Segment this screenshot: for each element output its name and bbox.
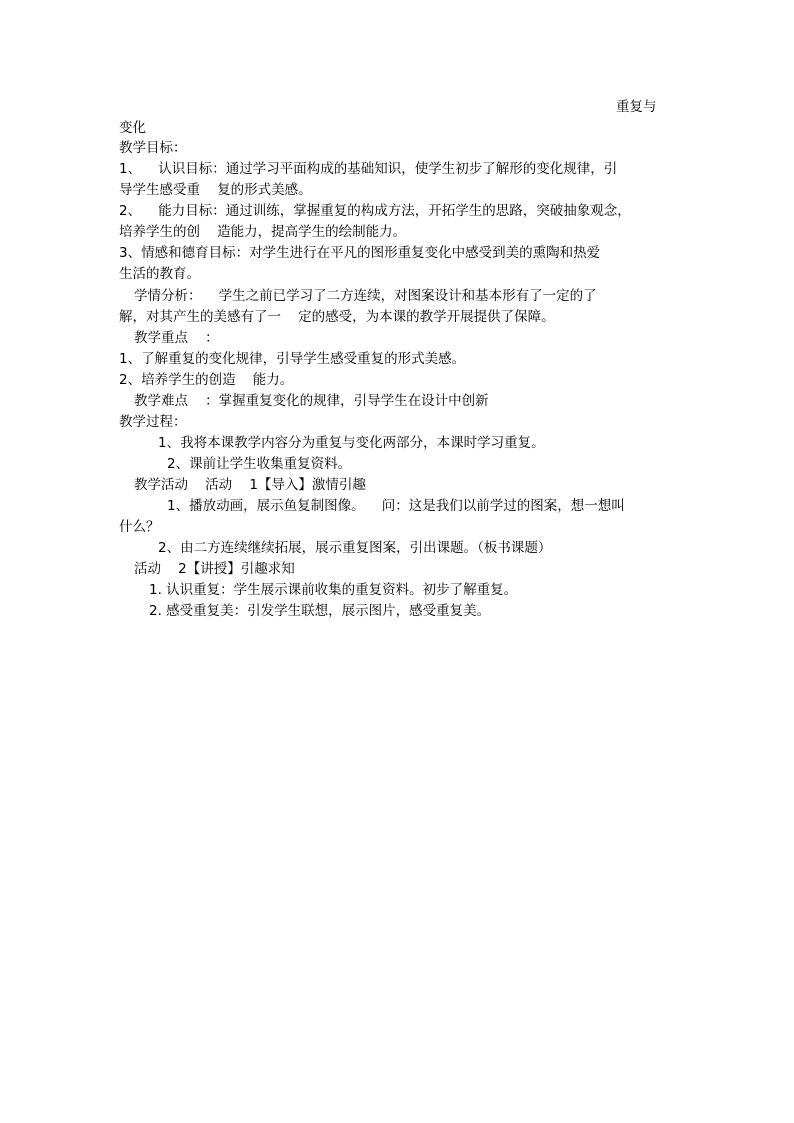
process-item-1: 1、我将本课教学内容分为重复与变化两部分，本课时学习重复。	[158, 435, 545, 451]
analysis-line-1: 学情分析： 学生之前已学习了二方连续，对图案设计和基本形有了一定的了	[134, 288, 597, 304]
activity-1-item-1-line-1: 1、播放动画，展示鱼复制图像。 问：这是我们以前学过的图案，想一想叫	[167, 498, 625, 514]
section-heading-process: 教学过程：	[119, 414, 187, 430]
objective-3-line-2: 生活的教育。	[119, 266, 200, 282]
analysis-line-2: 解，对其产生的美感有了一 定的感受，为本课的教学开展提供了保障。	[119, 309, 555, 325]
title-part2: 变化	[119, 120, 146, 136]
activity-1-heading: 教学活动 活动 1【导入】激情引趣	[134, 477, 366, 493]
key-point-1: 1、了解重复的变化规律，引导学生感受重复的形式美感。	[119, 351, 466, 367]
objective-2-line-2: 培养学生的创 造能力，提高学生的绘制能力。	[119, 224, 407, 240]
section-heading-objectives: 教学目标：	[119, 140, 187, 156]
objective-3-line-1: 3、情感和德育目标：对学生进行在平凡的图形重复变化中感受到美的熏陶和热爱	[119, 245, 601, 261]
objective-2-line-1: 2、 能力目标：通过训练，掌握重复的构成方法，开拓学生的思路，突破抽象观念，	[119, 203, 631, 219]
activity-1-item-2: 2、由二方连续继续拓展，展示重复图案，引出课题。（板书课题）	[158, 540, 552, 556]
title-part1: 重复与	[616, 99, 657, 115]
difficult-point: 教学难点 ：掌握重复变化的规律，引导学生在设计中创新	[134, 393, 489, 409]
section-heading-key-points: 教学重点 ：	[134, 330, 219, 346]
objective-1-line-2: 导学生感受重 复的形式美感。	[119, 182, 312, 198]
activity-2-item-1: 1. 认识重复：学生展示课前收集的重复资料。初步了解重复。	[149, 582, 518, 598]
activity-2-heading: 活动 2【讲授】引趣求知	[134, 561, 295, 577]
key-point-2: 2、培养学生的创造 能力。	[119, 372, 294, 388]
objective-1-line-1: 1、 认识目标：通过学习平面构成的基础知识，使学生初步了解形的变化规律，引	[119, 161, 618, 177]
process-item-2: 2、课前让学生收集重复资料。	[167, 456, 352, 472]
activity-2-item-2: 2. 感受重复美：引发学生联想，展示图片，感受重复美。	[149, 603, 491, 619]
activity-1-item-1-line-2: 什么？	[119, 519, 160, 535]
